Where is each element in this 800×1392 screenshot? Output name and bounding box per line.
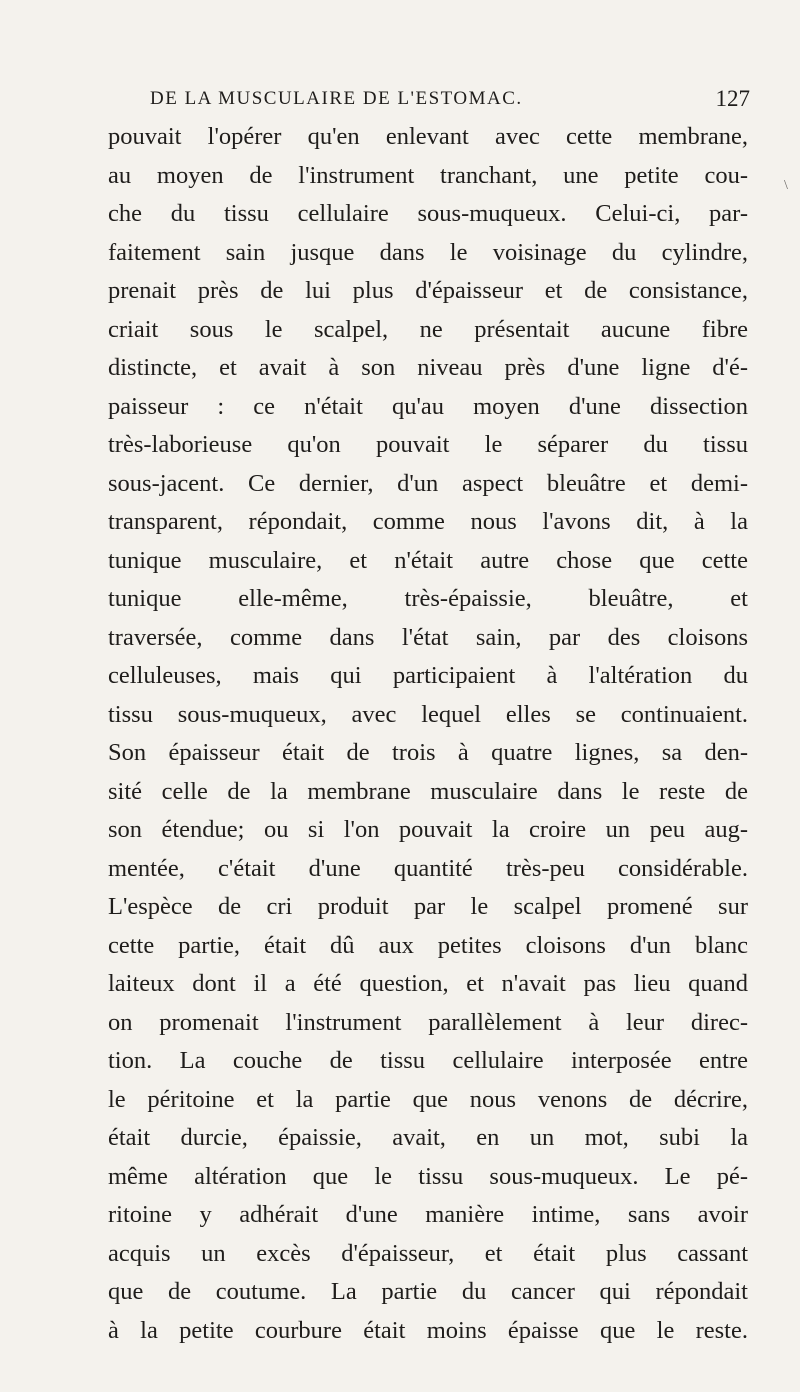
text-line: tion. La couche de tissu cellulaire interposée entre <box>108 1047 748 1074</box>
text-line: le péritoine et la partie que nous venons de décrire, <box>108 1085 748 1113</box>
text-line: même altération que le tissu sous-muqueux. Le pé- <box>108 1162 748 1190</box>
text-line: très-laborieuse qu'on pouvait le séparer du tissu <box>108 431 748 458</box>
text-line: paisseur : ce n'était qu'au moyen d'une dissection <box>108 392 748 420</box>
text-line: traversée, comme dans l'état sain, par des cloisons <box>108 623 748 651</box>
text-line: à la petite courbure était moins épaisse que le reste. <box>108 1316 748 1344</box>
text-line: sité celle de la membrane musculaire dans le reste de <box>108 777 748 805</box>
text-line: tunique elle-même, très-épaissie, bleuâtre, et <box>108 585 748 612</box>
text-line: tissu sous-muqueux, avec lequel elles se continuaient. <box>108 700 748 728</box>
text-line: était durcie, épaissie, avait, en un mot, subi la <box>108 1124 748 1151</box>
text-line: celluleuses, mais qui participaient à l'altération du <box>108 662 748 689</box>
text-line: tunique musculaire, et n'était autre chose que cette <box>108 546 748 574</box>
text-line: Son épaisseur était de trois à quatre lignes, sa den- <box>108 739 748 766</box>
running-title: DE LA MUSCULAIRE DE L'ESTOMAC. <box>150 88 523 109</box>
text-line: pouvait l'opérer qu'en enlevant avec cette membrane, <box>108 123 748 150</box>
text-line: distincte, et avait à son niveau près d'une ligne d'é- <box>108 354 748 381</box>
running-head <box>150 88 750 118</box>
page-number: 127 <box>715 86 750 111</box>
text-line: au moyen de l'instrument tranchant, une petite cou- <box>108 161 748 189</box>
text-line: on promenait l'instrument parallèlement à leur direc- <box>108 1008 748 1036</box>
body-text <box>108 118 748 1350</box>
text-line: laiteux dont il a été question, et n'avait pas lieu quand <box>108 970 748 997</box>
text-line: transparent, répondait, comme nous l'avons dit, à la <box>108 508 748 535</box>
text-line: faitement sain jusque dans le voisinage du cylindre, <box>108 238 748 266</box>
text-line: acquis un excès d'épaisseur, et était plus cassant <box>108 1239 748 1267</box>
margin-mark: \ <box>784 178 788 193</box>
text-line: son étendue; ou si l'on pouvait la croire un peu aug- <box>108 816 748 843</box>
text-line: mentée, c'était d'une quantité très-peu considérable. <box>108 854 748 882</box>
text-line: che du tissu cellulaire sous-muqueux. Celui-ci, par- <box>108 200 748 227</box>
text-line: que de coutume. La partie du cancer qui répondait <box>108 1278 748 1305</box>
text-line: cette partie, était dû aux petites cloisons d'un blanc <box>108 931 748 959</box>
text-line: sous-jacent. Ce dernier, d'un aspect bleuâtre et demi- <box>108 469 748 497</box>
text-line: ritoine y adhérait d'une manière intime, sans avoir <box>108 1201 748 1228</box>
text-line: criait sous le scalpel, ne présentait aucune fibre <box>108 315 748 343</box>
text-line: L'espèce de cri produit par le scalpel promené sur <box>108 893 748 920</box>
text-line: prenait près de lui plus d'épaisseur et de consistance, <box>108 277 748 304</box>
